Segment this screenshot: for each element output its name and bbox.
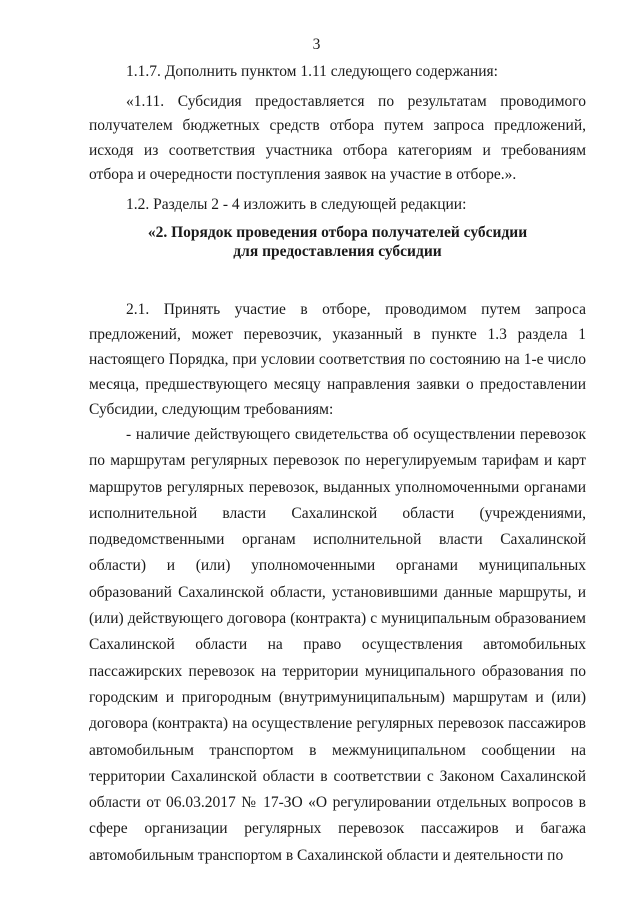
heading-line-2: для предоставления субсидии (233, 243, 442, 260)
paragraph-1-2: 1.2. Разделы 2 - 4 изложить в следующей редакции: (126, 195, 467, 213)
document-body (89, 60, 586, 869)
paragraph-requirement: - наличие действующего свидетельства об осуществлении перевозок по маршрутам регулярных перевозок по нерегулируемым тарифам и карт маршрутов регулярных перевозок, выданных уполномоченными органами исполнительной власти Сахалинской области (учреждениями, подведомственными органам исполнительной власти Сахалинской области) и (или) уполномоченными органами муниципальных образований Сахалинской области, установившими данные маршруты, и (или) действующего договора (контракта) с муниципальным образованием Сахалинской области на право осуществления автомобильных пассажирских перевозок на территории муниципального образования по городским и пригородным (внутримуниципальным) маршрутам и (или) договора (контракта) на осуществление регулярных перевозок пассажиров автомобильным транспортом в межмуниципальном сообщении на территории Сахалинской области в соответствии с Законом Сахалинской области от 06.03.2017 № 17-ЗО «О регулировании отдельных вопросов в сфере организации регулярных перевозок пассажиров и багажа автомобильным транспортом в Сахалинской области и деятельности по (89, 426, 586, 864)
paragraph-2-1: 2.1. Принять участие в отборе, проводимом путем запроса предложений, может перевозчик, указанный в пункте 1.3 раздела 1 настоящего Порядка, при условии соответствия по состоянию на 1-е число месяца, предшествующего месяцу направления заявки о предоставлении Субсидии, следующим требованиям: (89, 301, 586, 418)
section-heading (89, 223, 586, 261)
paragraph-1-1-7: 1.1.7. Дополнить пунктом 1.11 следующего содержания: (126, 63, 498, 80)
paragraph-1-11: «1.11. Субсидия предоставляется по результатам проводимого получателем бюджетных средств отбора путем запроса предложений, исходя из соответствия участника отбора категориям и требованиям отбора и очередности поступления заявок на участие в отборе.». (89, 92, 586, 183)
heading-line-1: «2. Порядок проведения отбора получателей субсидии (147, 224, 528, 241)
page-number: 3 (312, 36, 321, 53)
